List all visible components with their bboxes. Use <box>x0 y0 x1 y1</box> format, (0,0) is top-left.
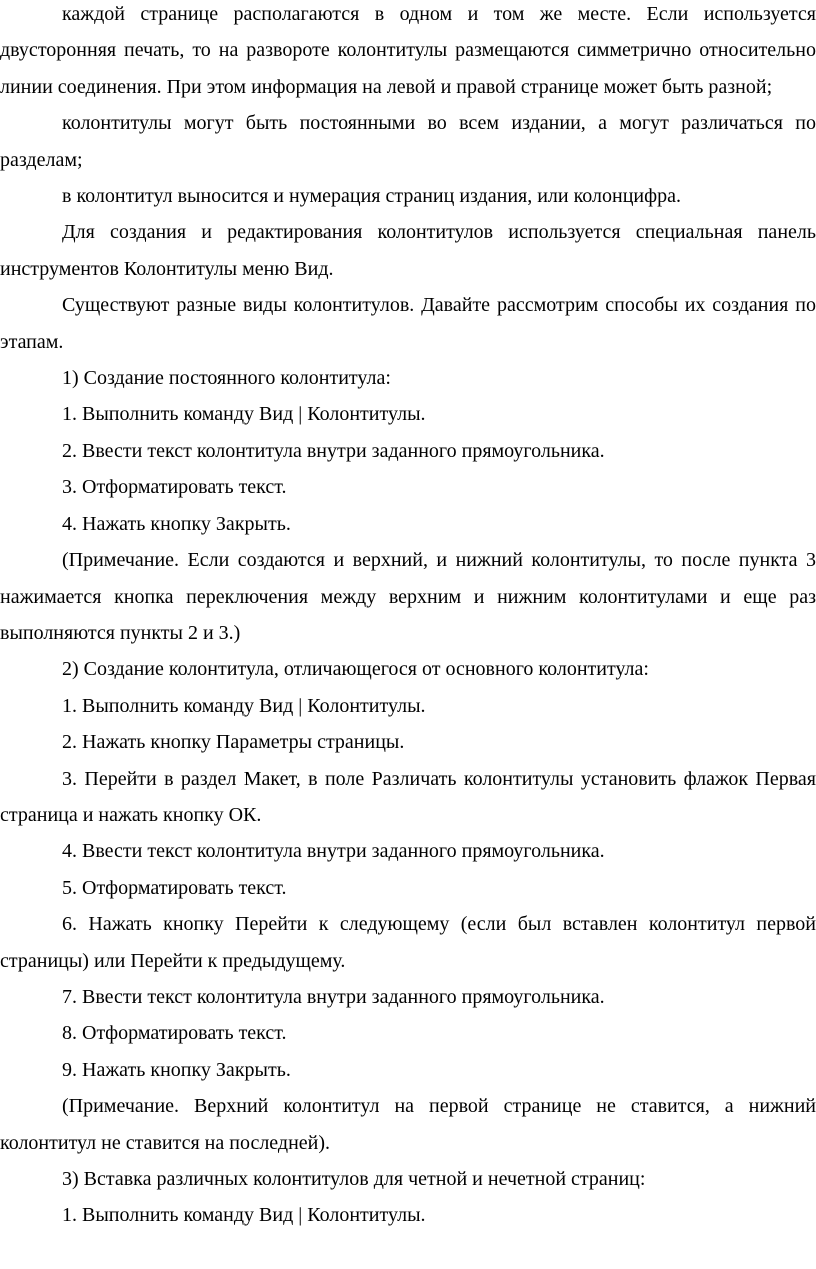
note-paragraph: (Примечание. Верхний колонтитул на первой странице не ставится, а нижний колонтитул не ставится на последней). <box>0 1095 816 1154</box>
list-item: 1. Выполнить команду Вид | Колонтитулы. <box>62 694 426 717</box>
list-item: 3. Перейти в раздел Макет, в поле Различать колонтитулы установить флажок Первая страница и нажать кнопку ОК. <box>0 767 816 826</box>
list-item: 2. Ввести текст колонтитула внутри заданного прямоугольника. <box>62 439 605 462</box>
list-item: 8. Отформатировать текст. <box>62 1022 287 1045</box>
section-heading: 3) Вставка различных колонтитулов для четной и нечетной страниц: <box>62 1168 646 1190</box>
paragraph: Для создания и редактирования колонтитулов используется специальная панель инструментов Колонтитулы меню Вид. <box>0 221 816 280</box>
list-item: 1. Выполнить команду Вид | Колонтитулы. <box>62 403 426 426</box>
paragraph: Существуют разные виды колонтитулов. Давайте рассмотрим способы их создания по этапам. <box>0 294 816 353</box>
list-item: 5. Отформатировать текст. <box>62 876 287 899</box>
list-item: 9. Нажать кнопку Закрыть. <box>62 1058 291 1081</box>
list-item: 4. Ввести текст колонтитула внутри заданного прямоугольника. <box>62 840 605 863</box>
list-item: 3. Отформатировать текст. <box>62 476 287 499</box>
note-paragraph: (Примечание. Если создаются и верхний, и нижний колонтитулы, то после пункта 3 нажимается кнопка переключения между верхним и нижним колонтитулами и еще раз выполняются пункты 2 и 3.) <box>0 549 816 644</box>
paragraph: в колонтитул выносится и нумерация страниц издания, или колонцифра. <box>62 185 681 208</box>
list-item: 6. Нажать кнопку Перейти к следующему (если был вставлен колонтитул первой страницы) или Перейти к предыдущему. <box>0 913 816 972</box>
list-item: 2. Нажать кнопку Параметры страницы. <box>62 731 405 754</box>
list-item: 7. Ввести текст колонтитула внутри заданного прямоугольника. <box>62 985 605 1008</box>
list-item: 1. Выполнить команду Вид | Колонтитулы. <box>62 1204 426 1227</box>
list-item: 4. Нажать кнопку Закрыть. <box>62 512 291 535</box>
section-heading: 1) Создание постоянного колонтитула: <box>62 367 391 390</box>
paragraph: колонтитулы могут быть постоянными во всем издании, а могут различаться по разделам; <box>0 112 816 171</box>
paragraph: каждой странице располагаются в одном и том же месте. Если используется двусторонняя печать, то на развороте колонтитулы размещаются симметрично относительно линии соединения. При этом информация на левой и правой странице может быть разной; <box>0 3 816 98</box>
section-heading: 2) Создание колонтитула, отличающегося от основного колонтитула: <box>62 658 649 681</box>
